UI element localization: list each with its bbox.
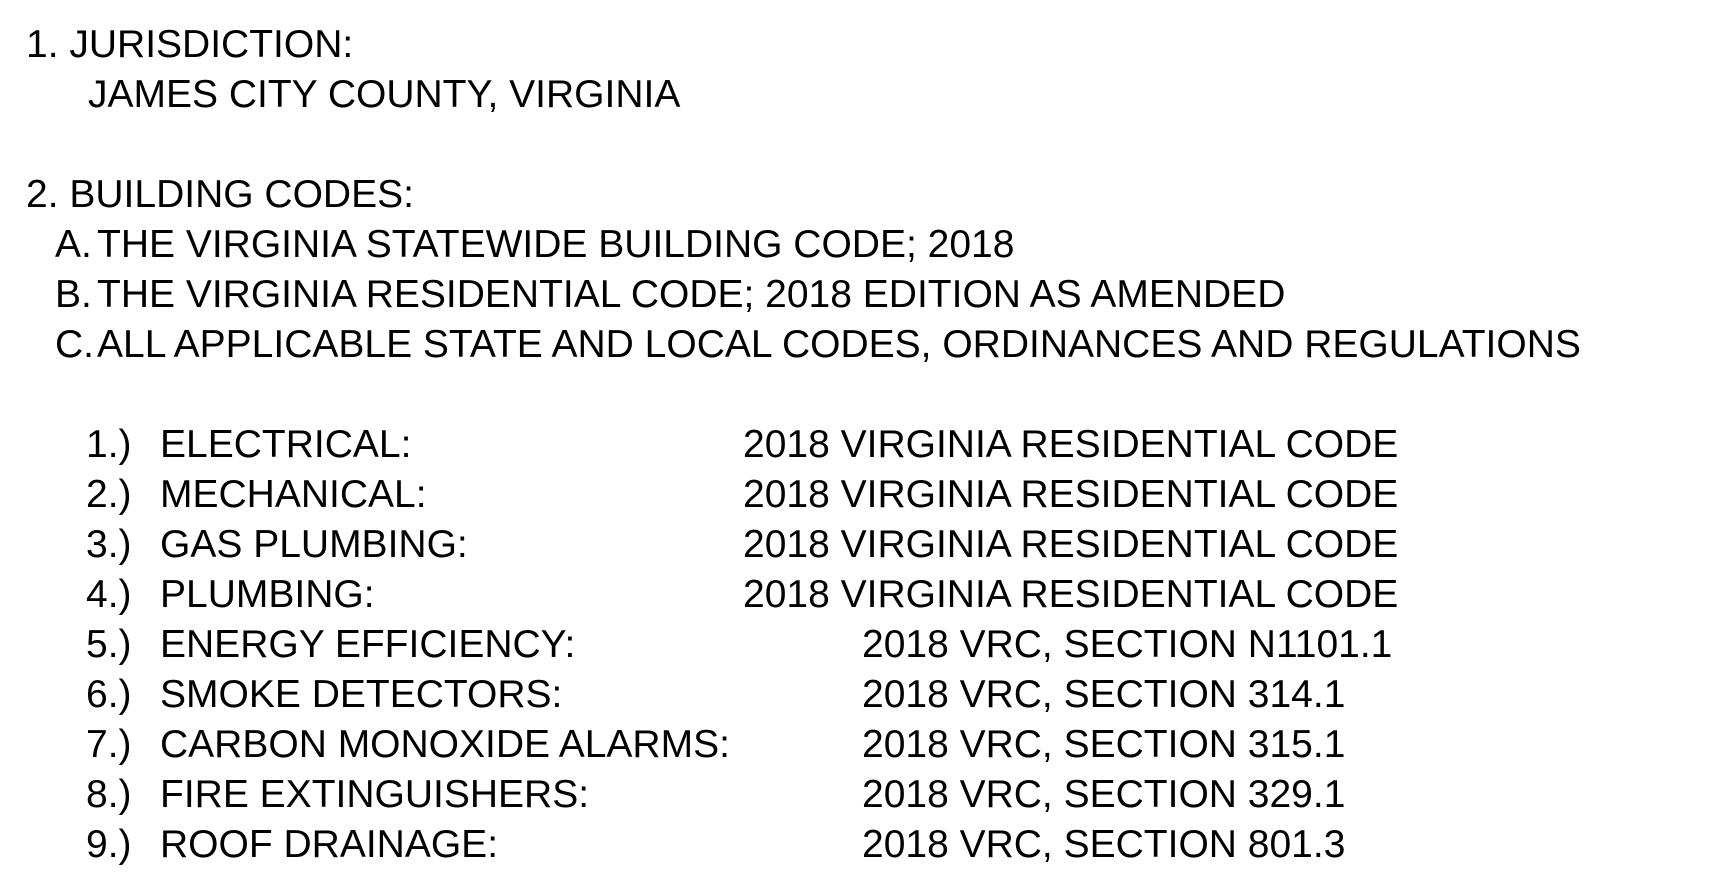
building-codes-heading: 2. BUILDING CODES: <box>26 173 414 216</box>
item-value: 2018 VIRGINIA RESIDENTIAL CODE <box>743 523 1399 566</box>
code-text: THE VIRGINIA STATEWIDE BUILDING CODE; 2018 <box>97 223 1015 266</box>
item-number: 3.) <box>86 523 132 566</box>
item-value: 2018 VIRGINIA RESIDENTIAL CODE <box>743 473 1399 516</box>
code-line-b <box>55 270 1285 320</box>
item-label: CARBON MONOXIDE ALARMS: <box>160 723 730 766</box>
item-label: GAS PLUMBING: <box>160 523 468 566</box>
item-number: 9.) <box>86 823 132 866</box>
item-number: 2.) <box>86 473 132 516</box>
item-value: 2018 VRC, SECTION 801.3 <box>862 823 1346 866</box>
item-label: ENERGY EFFICIENCY: <box>160 623 576 666</box>
item-label: ROOF DRAINAGE: <box>160 823 499 866</box>
item-number: 1.) <box>86 423 132 466</box>
item-value: 2018 VIRGINIA RESIDENTIAL CODE <box>743 423 1399 466</box>
item-value: 2018 VRC, SECTION N1101.1 <box>862 623 1393 666</box>
item-label: MECHANICAL: <box>160 473 427 516</box>
item-value: 2018 VRC, SECTION 315.1 <box>862 723 1346 766</box>
item-number: 6.) <box>86 673 132 716</box>
item-value: 2018 VRC, SECTION 329.1 <box>862 773 1346 816</box>
item-number: 4.) <box>86 573 132 616</box>
item-number: 7.) <box>86 723 132 766</box>
item-label: SMOKE DETECTORS: <box>160 673 563 716</box>
item-label: FIRE EXTINGUISHERS: <box>160 773 590 816</box>
item-label: PLUMBING: <box>160 573 375 616</box>
item-value: 2018 VRC, SECTION 314.1 <box>862 673 1346 716</box>
jurisdiction-heading: 1. JURISDICTION: <box>26 23 354 66</box>
code-letter: C. <box>55 323 94 366</box>
item-number: 5.) <box>86 623 132 666</box>
code-line-c <box>55 320 1581 370</box>
item-number: 8.) <box>86 773 132 816</box>
item-value: 2018 VIRGINIA RESIDENTIAL CODE <box>743 573 1399 616</box>
code-letter: A. <box>55 223 92 266</box>
code-letter: B. <box>55 273 92 316</box>
item-label: ELECTRICAL: <box>160 423 412 466</box>
code-line-a <box>55 220 1014 270</box>
jurisdiction-value: JAMES CITY COUNTY, VIRGINIA <box>88 73 681 116</box>
code-text: ALL APPLICABLE STATE AND LOCAL CODES, ORDINANCES AND REGULATIONS <box>97 323 1581 366</box>
code-text: THE VIRGINIA RESIDENTIAL CODE; 2018 EDITION AS AMENDED <box>97 273 1286 316</box>
